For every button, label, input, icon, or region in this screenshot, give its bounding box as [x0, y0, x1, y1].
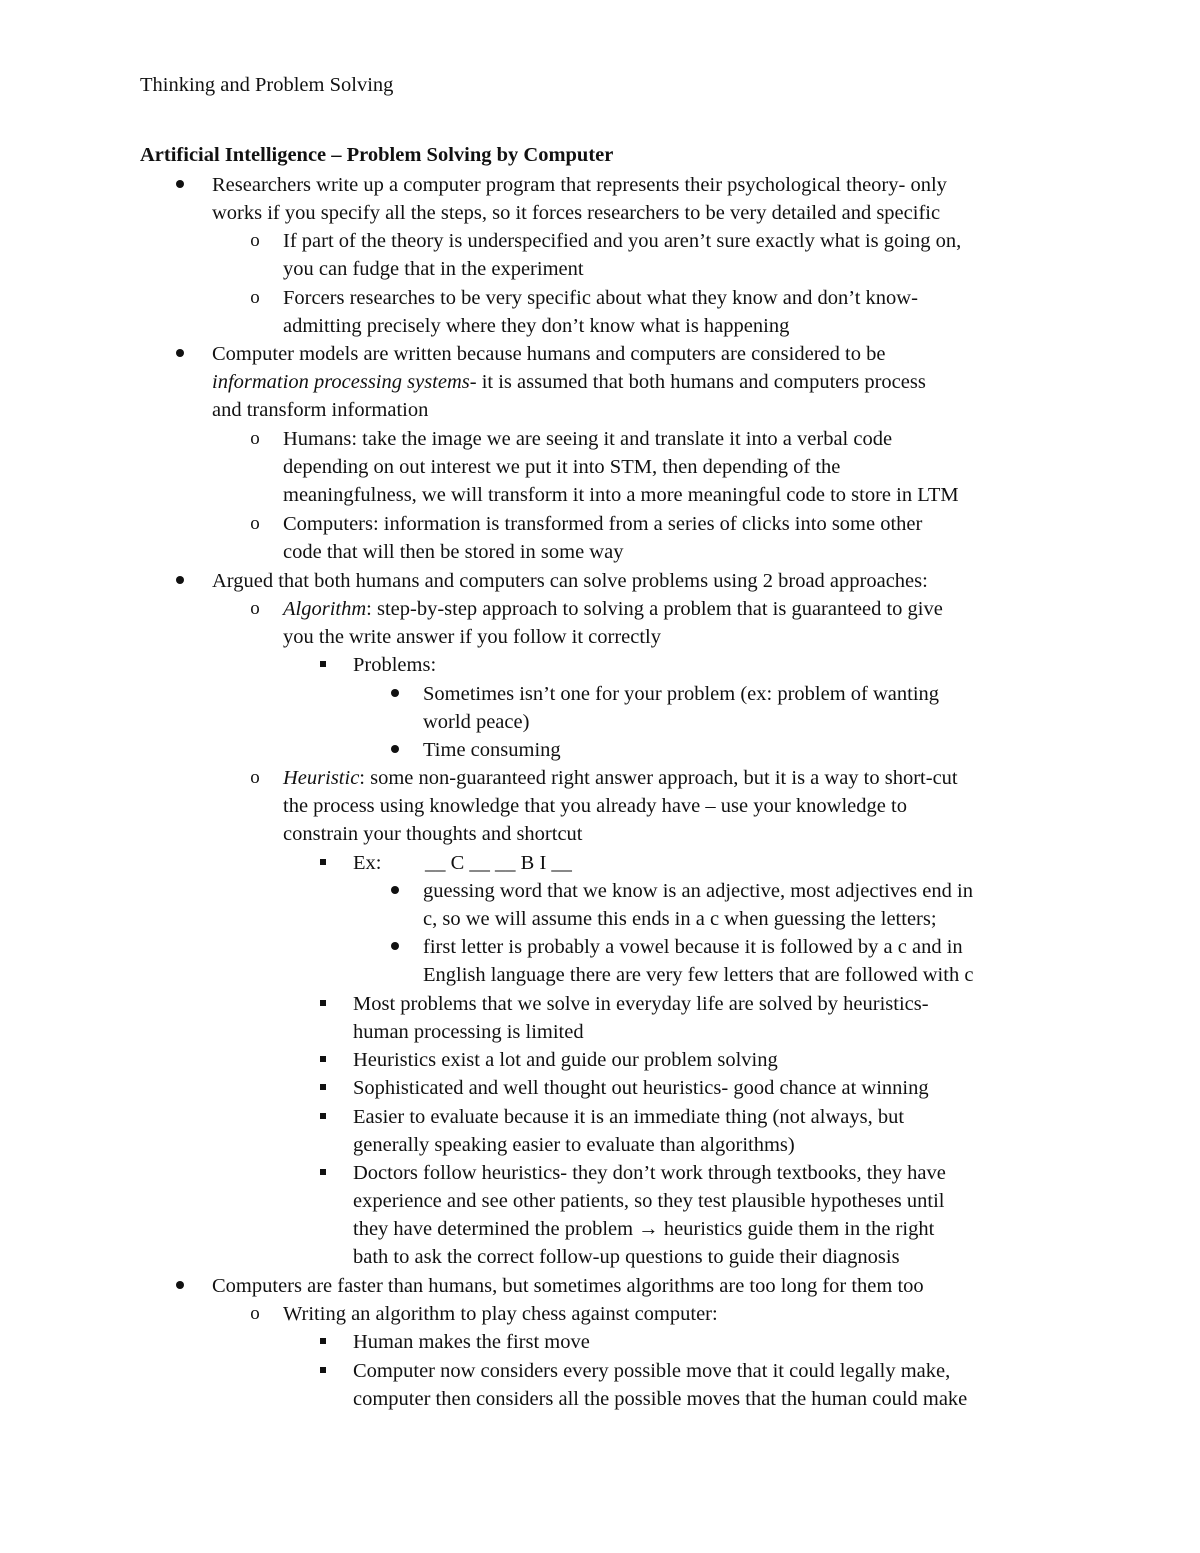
- list-item-text: computer then considers all the possible moves that the human could make: [353, 1388, 968, 1410]
- list-item-text: constrain your thoughts and shortcut: [283, 823, 583, 845]
- list-item-text: world peace): [423, 711, 530, 733]
- bullet-icon: [170, 171, 190, 199]
- list-item-text: Humans: take the image we are seeing it and translate it into a verbal code: [283, 428, 893, 450]
- square-bullet-icon: [313, 990, 333, 1018]
- italic-term: information processing systems: [212, 371, 470, 393]
- square-bullet-icon: [313, 849, 333, 877]
- list-item-text: Computer now considers every possible move that it could legally make,: [353, 1360, 951, 1382]
- list-item-text: [283, 764, 958, 792]
- list-item-text: English language there are very few letters that are followed with c: [423, 964, 974, 986]
- list-item-text-part: they have determined the problem: [353, 1218, 639, 1240]
- list-item-text: Most problems that we solve in everyday life are solved by heuristics-: [353, 993, 929, 1015]
- section-heading: Artificial Intelligence – Problem Solving by Computer: [140, 144, 614, 166]
- list-item-text: first letter is probably a vowel because it is followed by a c and in: [423, 936, 963, 958]
- list-item-text: c, so we will assume this ends in a c when guessing the letters;: [423, 908, 937, 930]
- list-item-text: bath to ask the correct follow-up questions to guide their diagnosis: [353, 1246, 900, 1268]
- list-item-text-rest: : some non-guaranteed right answer approach, but it is a way to short-cut: [359, 767, 958, 789]
- example-label: Ex:: [353, 852, 382, 874]
- document-header: Thinking and Problem Solving: [140, 74, 394, 96]
- circle-bullet-icon: o: [250, 428, 260, 449]
- list-item-text: works if you specify all the steps, so it forces researchers to be very detailed and specific: [212, 202, 941, 224]
- circle-bullet-icon: o: [250, 287, 260, 308]
- list-item-text: Computer models are written because humans and computers are considered to be: [212, 343, 886, 365]
- circle-bullet-icon: o: [250, 598, 260, 619]
- list-item-text: generally speaking easier to evaluate than algorithms): [353, 1134, 795, 1156]
- square-bullet-icon: [313, 1357, 333, 1385]
- list-item-text: Argued that both humans and computers can solve problems using 2 broad approaches:: [212, 570, 928, 592]
- bullet-icon: [170, 340, 190, 368]
- italic-term: Algorithm: [283, 598, 367, 620]
- list-item-text: Doctors follow heuristics- they don’t work through textbooks, they have: [353, 1162, 946, 1184]
- list-item-text: Computers are faster than humans, but sometimes algorithms are too long for them too: [212, 1275, 924, 1297]
- list-item-text: [353, 1215, 934, 1243]
- square-bullet-icon: [313, 1103, 333, 1131]
- circle-bullet-icon: o: [250, 230, 260, 251]
- list-item-text: Easier to evaluate because it is an immediate thing (not always, but: [353, 1106, 905, 1128]
- list-item-text: Time consuming: [423, 739, 561, 761]
- square-bullet-icon: [313, 1074, 333, 1102]
- circle-bullet-icon: o: [250, 513, 260, 534]
- example-value: __ C __ __ B I __: [425, 852, 572, 874]
- list-item-text: the process using knowledge that you already have – use your knowledge to: [283, 795, 907, 817]
- list-item-text: Writing an algorithm to play chess against computer:: [283, 1303, 718, 1325]
- square-bullet-icon: [313, 1159, 333, 1187]
- list-item-text: code that will then be stored in some way: [283, 541, 624, 563]
- list-item-text: Researchers write up a computer program that represents their psychological theory- only: [212, 174, 947, 196]
- list-item-text: depending on out interest we put it into STM, then depending of the: [283, 456, 841, 478]
- list-item-text: meaningfulness, we will transform it into a more meaningful code to store in LTM: [283, 484, 959, 506]
- square-bullet-icon: [313, 1328, 333, 1356]
- list-item-text: Sometimes isn’t one for your problem (ex: problem of wanting: [423, 683, 940, 705]
- bullet-icon: [385, 877, 405, 905]
- list-item-text-rest: - it is assumed that both humans and computers process: [469, 371, 926, 393]
- list-item-text-part: heuristics guide them in the right: [658, 1218, 935, 1240]
- bullet-icon: [385, 736, 405, 764]
- bullet-icon: [170, 1272, 190, 1300]
- italic-term: Heuristic: [283, 767, 360, 789]
- list-item-text: [283, 595, 943, 623]
- list-item-text: Computers: information is transformed from a series of clicks into some other: [283, 513, 923, 535]
- bullet-icon: [385, 680, 405, 708]
- list-item-text: Human makes the first move: [353, 1331, 590, 1353]
- list-item-text: Sophisticated and well thought out heuristics- good chance at winning: [353, 1077, 929, 1099]
- list-item-text: and transform information: [212, 399, 429, 421]
- list-item-text: guessing word that we know is an adjective, most adjectives end in: [423, 880, 973, 902]
- list-item-text: admitting precisely where they don’t know what is happening: [283, 315, 790, 337]
- square-bullet-icon: [313, 1046, 333, 1074]
- square-bullet-icon: [313, 651, 333, 679]
- list-item-text: you the write answer if you follow it correctly: [283, 626, 661, 648]
- bullet-icon: [170, 567, 190, 595]
- list-item-text: [212, 368, 926, 396]
- circle-bullet-icon: o: [250, 767, 260, 788]
- list-item-text: Problems:: [353, 654, 437, 676]
- list-item-text: human processing is limited: [353, 1021, 584, 1043]
- bullet-icon: [385, 933, 405, 961]
- list-item-text: experience and see other patients, so they test plausible hypotheses until: [353, 1190, 945, 1212]
- list-item-text: If part of the theory is underspecified and you aren’t sure exactly what is going on,: [283, 230, 962, 252]
- list-item-text: Forcers researches to be very specific about what they know and don’t know-: [283, 287, 918, 309]
- arrow-icon: →: [638, 1218, 659, 1240]
- list-item-text: Heuristics exist a lot and guide our problem solving: [353, 1049, 778, 1071]
- list-item-text-rest: : step-by-step approach to solving a problem that is guaranteed to give: [366, 598, 943, 620]
- list-item-text: you can fudge that in the experiment: [283, 258, 584, 280]
- circle-bullet-icon: o: [250, 1303, 260, 1324]
